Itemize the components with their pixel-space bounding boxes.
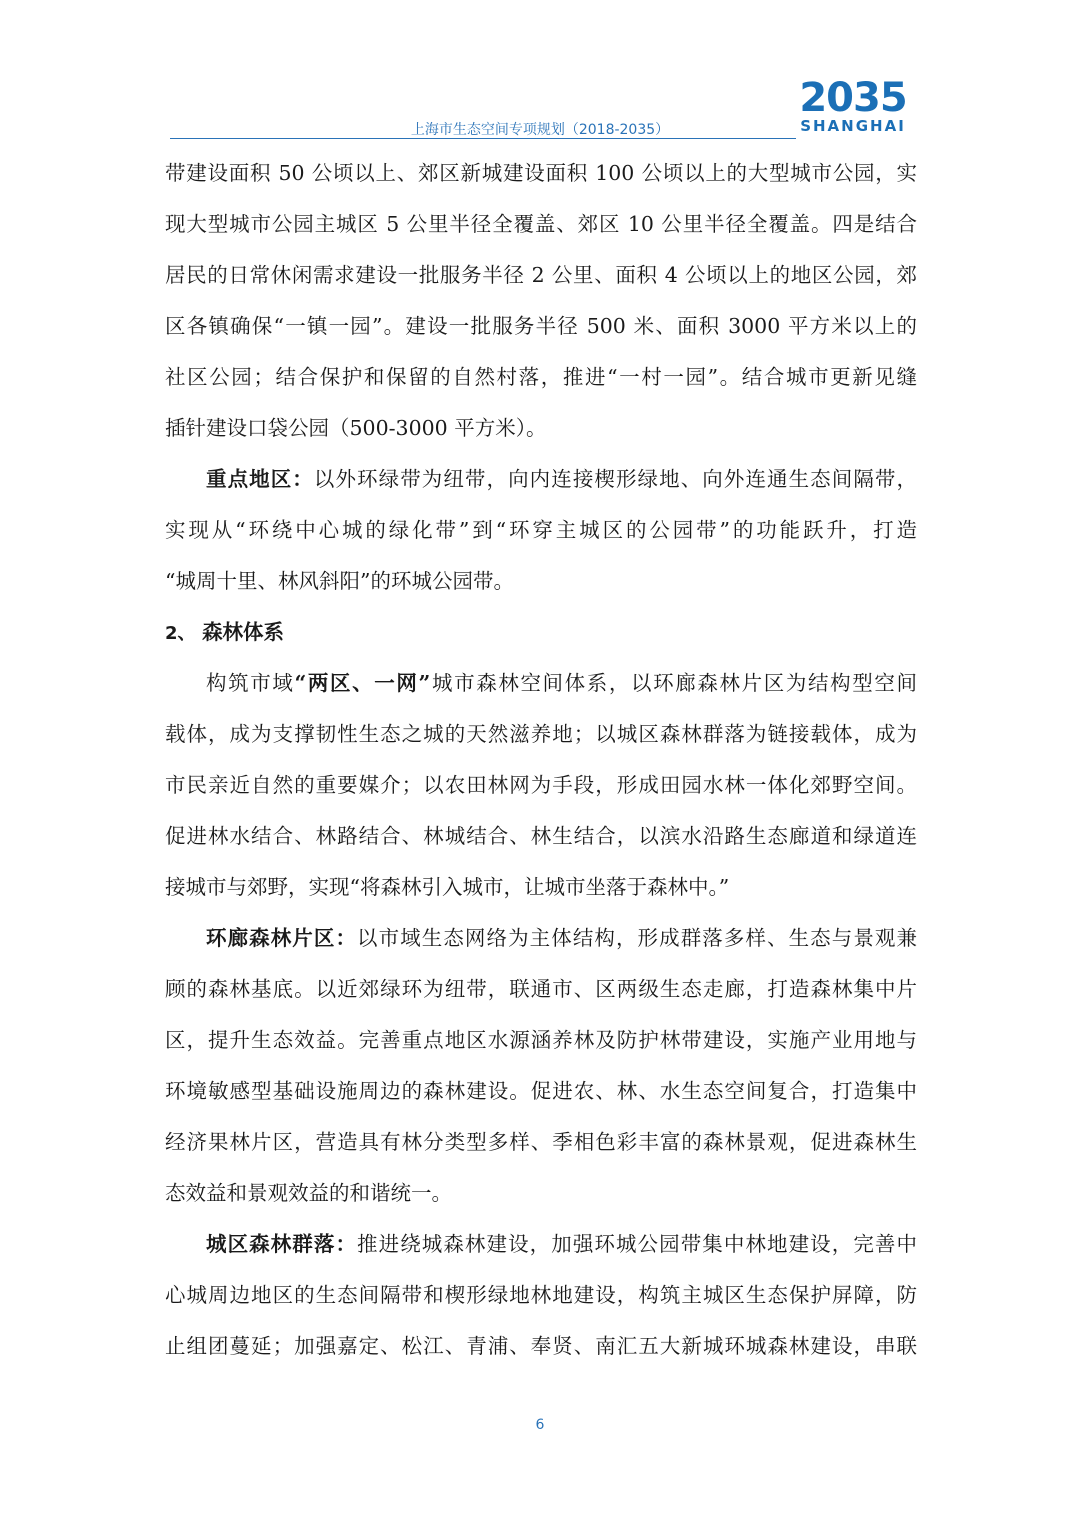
text-line: 现大型城市公园主城区 5 公里半径全覆盖、郊区 10 公里半径全覆盖。四是结合 [165,212,917,236]
logo-city: SHANGHAI [800,117,906,135]
key-areas-label: 重点地区： [206,467,314,491]
text-line: 插针建设口袋公园（500-3000 平方米）。 [165,416,547,440]
text-line: 接城市与郊野，实现“将森林引入城市，让城市坐落于森林中。” [165,875,730,899]
text-line: 促进林水结合、林路结合、林城结合、林生结合，以滨水沿路生态廊道和绿道连 [165,824,917,848]
text-line: 重点地区：以外环绿带为纽带，向内连接楔形绿地、向外连通生态间隔带， [206,467,917,491]
paragraph-urban-forest [165,1219,917,1372]
paragraph-parks [165,148,917,454]
text-line: 实现从“环绕中心城的绿化带”到“环穿主城区的公园带”的功能跃升，打造 [165,518,917,542]
section-heading-forest-system [165,607,917,658]
page-content [165,148,917,1372]
text-line: 环廊森林片区：以市域生态网络为主体结构，形成群落多样、生态与景观兼 [206,926,917,950]
text-line: 居民的日常休闲需求建设一批服务半径 2 公里、面积 4 公顷以上的地区公园，郊 [165,263,917,287]
urban-forest-label: 城区森林群落： [206,1232,358,1256]
text-line: 心城周边地区的生态间隔带和楔形绿地林地建设，构筑主城区生态保护屏障，防 [165,1283,917,1307]
text-line: “城周十里、林风斜阳”的环城公园带。 [165,569,514,593]
section-title: 森林体系 [202,620,285,644]
text-line: 经济果林片区，营造具有林分类型多样、季相色彩丰富的森林景观，促进森林生 [165,1130,917,1154]
text-line: 顾的森林基底。以近郊绿环为纽带，联通市、区两级生态走廊，打造森林集中片 [165,977,917,1001]
text-line: 态效益和景观效益的和谐统一。 [165,1181,452,1205]
text-line: 构筑市域“两区、一网”城市森林空间体系，以环廊森林片区为结构型空间 [206,671,918,695]
section-number: 2、 [165,623,196,644]
text-line: 区各镇确保“一镇一园”。建设一批服务半径 500 米、面积 3000 平方米以上的 [165,314,917,338]
text-line: 载体，成为支撑韧性生态之城的天然滋养地；以城区森林群落为链接载体，成为 [165,722,917,746]
header-divider [170,138,796,139]
text-line: 止组团蔓延；加强嘉定、松江、青浦、奉贤、南汇五大新城环城森林建设，串联 [165,1334,917,1358]
text-line: 带建设面积 50 公顷以上、郊区新城建设面积 100 公顷以上的大型城市公园，实 [165,161,917,185]
text-line: 环境敏感型基础设施周边的森林建设。促进农、林、水生态空间复合，打造集中 [165,1079,917,1103]
text-line: 社区公园；结合保护和保留的自然村落，推进“一村一园”。结合城市更新见缝 [165,365,917,389]
logo-number: 2035 [799,75,907,121]
two-zones-one-network: “两区、一网” [294,671,431,695]
document-header-title: 上海市生态空间专项规划（2018-2035） [410,122,670,138]
paragraph-key-areas [165,454,917,607]
paragraph-ring-corridor-forest [165,913,917,1219]
text-line: 市民亲近自然的重要媒介；以农田林网为手段，形成田园水林一体化郊野空间。 [165,773,917,797]
text-line: 城区森林群落：推进绕城森林建设，加强环城公园带集中林地建设，完善中 [206,1232,917,1256]
page-number: 6 [535,1417,545,1433]
ring-corridor-label: 环廊森林片区： [206,926,358,950]
paragraph-forest-system [165,658,917,913]
text-line: 区，提升生态效益。完善重点地区水源涵养林及防护林带建设，实施产业用地与 [165,1028,917,1052]
